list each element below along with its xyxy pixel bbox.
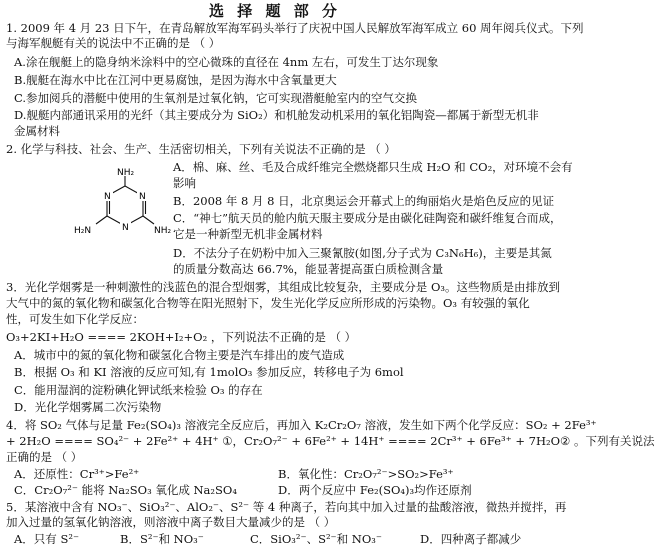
q3-stem-line-3: 性，可发生如下化学反应： [6, 312, 144, 326]
q2-option-c: C．“神七”航天员的舱内航天服主要成分是由碳化硅陶瓷和碳纤维复合而成， [173, 211, 562, 225]
q2-stem-line-1: 2. 化学与科技、社会、生产、生活密切相关，下列有关说法不正确的是 （ ） [6, 142, 396, 156]
q3-stem-line-2: 大气中的氮的氧化物和碳氢化合物等在阳光照射下，发生光化学反应所形成的污染物。O₃ 有较强的氧化 [6, 296, 530, 310]
q2-option-d-cont: 的质量分数高达 66.7%，能显著提高蛋白质检测含量 [173, 262, 444, 276]
q2-option-c-cont: 它是一种新型无机非金属材料 [173, 227, 323, 241]
q3-option-b: B．根据 O₃ 和 KI 溶液的反应可知,有 1molO₃ 参加反应，转移电子为 6mol [14, 365, 404, 379]
bond [143, 216, 154, 224]
q5-option-b: B．S²⁻和 NO₃⁻ [120, 532, 204, 546]
q1-option-a: A.涂在舰艇上的隐身纳米涂料中的空心微珠的直径在 4nm 左右，可发生丁达尔现象 [14, 55, 439, 69]
bond [96, 216, 107, 224]
q1-option-d-cont: 金属材料 [14, 124, 60, 138]
n-atom-label: N [122, 223, 129, 233]
melamine-structure-diagram [70, 168, 180, 248]
q4-stem-line-3: 正确的是 （ ） [6, 450, 83, 464]
q1-option-d: D.舰艇内部通讯采用的光纤（其主要成分为 SiO₂）和机舱发动机采用的氧化铝陶瓷—都属于新型无机非 [14, 108, 539, 122]
q5-option-a: A．只有 S²⁻ [14, 532, 80, 546]
q1-option-b: B.舰艇在海水中比在江河中更易腐蚀，是因为海水中含氧量更大 [14, 73, 337, 87]
q3-option-c: C．能用湿润的淀粉碘化钾试纸来检验 O₃ 的存在 [14, 383, 263, 397]
q4-option-b: B．氧化性：Cr₂O₇²⁻>SO₂>Fe³⁺ [278, 467, 454, 481]
n-atom-label: N [104, 192, 111, 202]
q1-stem-line-1: 1. 2009 年 4 月 23 日下午，在青岛解放军海军码头举行了庆祝中国人民解放军海军成立 60 周年阅兵仪式。下列 [6, 21, 584, 35]
q1-stem-line-2: 与海军舰艇有关的说法中不正确的是 （ ） [6, 36, 221, 50]
q5-option-c: C．SiO₃²⁻、S²⁻和 NO₃⁻ [250, 532, 382, 546]
q4-stem-line-1: 4．将 SO₂ 气体与足量 Fe₂(SO₄)₃ 溶液完全反应后，再加入 K₂Cr₂O₇ 溶液，发生如下两个化学反应：SO₂ + 2Fe³⁺ [6, 418, 597, 432]
q5-stem-line-1: 5．某溶液中含有 NO₃⁻、SiO₃²⁻、AlO₂⁻、S²⁻ 等 4 种离子，若向其中加入过量的盐酸溶液，微热并搅拌，再 [6, 500, 567, 514]
nh2-label-right: NH₂ [154, 226, 172, 236]
q2-option-b: B．2008 年 8 月 8 日，北京奥运会开幕式上的绚丽焰火是焰色反应的见证 [173, 194, 555, 208]
h2n-label-left: H₂N [74, 226, 92, 236]
q3-stem-line-1: 3．光化学烟雾是一种刺激性的浅蓝色的混合型烟雾，其组成比较复杂，主要成分是 O₃。这些物质是由排放到 [6, 280, 561, 294]
q3-option-d: D．光化学烟雾属二次污染物 [14, 400, 162, 414]
q3-equation-line: O₃+2KI+H₂O ==== 2KOH+I₂+O₂ ，下列说法不正确的是 （ ） [6, 330, 357, 344]
q4-option-a: A．还原性：Cr³⁺>Fe²⁺ [14, 467, 140, 481]
q4-stem-line-2: + 2H₂O ==== SO₄²⁻ + 2Fe²⁺ + 4H⁺ ①，Cr₂O₇²⁻ + 6Fe²⁺ + 14H⁺ ==== 2Cr³⁺ + 6Fe³⁺ + 7H₂O② 。下列有关说法 [6, 434, 655, 448]
n-atom-label: N [139, 192, 146, 202]
q2-option-a-cont: 影响 [173, 176, 196, 190]
section-title: 选 择 题 部 分 [209, 2, 341, 20]
q2-option-d: D．不法分子在奶粉中加入三聚氰胺(如图,分子式为 C₃N₆H₆)，主要是其氮 [173, 246, 552, 260]
q1-option-c: C.参加阅兵的潜艇中使用的生氧剂是过氧化钠，它可实现潜艇舱室内的空气交换 [14, 91, 418, 105]
q5-option-d: D．四种离子都减少 [420, 532, 522, 546]
nh2-label-top: NH₂ [117, 168, 135, 178]
q3-option-a: A．城市中的氮的氧化物和碳氢化合物主要是汽车排出的废气造成 [14, 348, 345, 362]
q5-stem-line-2: 加入过量的氢氧化钠溶液，则溶液中离子数目大量减少的是 （ ） [6, 515, 336, 529]
q2-option-a: A．棉、麻、丝、毛及合成纤维完全燃烧都只生成 H₂O 和 CO₂，对环境不会有 [173, 160, 573, 174]
q4-option-d: D．两个反应中 Fe₂(SO₄)₃均作还原剂 [278, 483, 472, 497]
q4-option-c: C．Cr₂O₇²⁻ 能将 Na₂SO₃ 氧化成 Na₂SO₄ [14, 483, 237, 497]
